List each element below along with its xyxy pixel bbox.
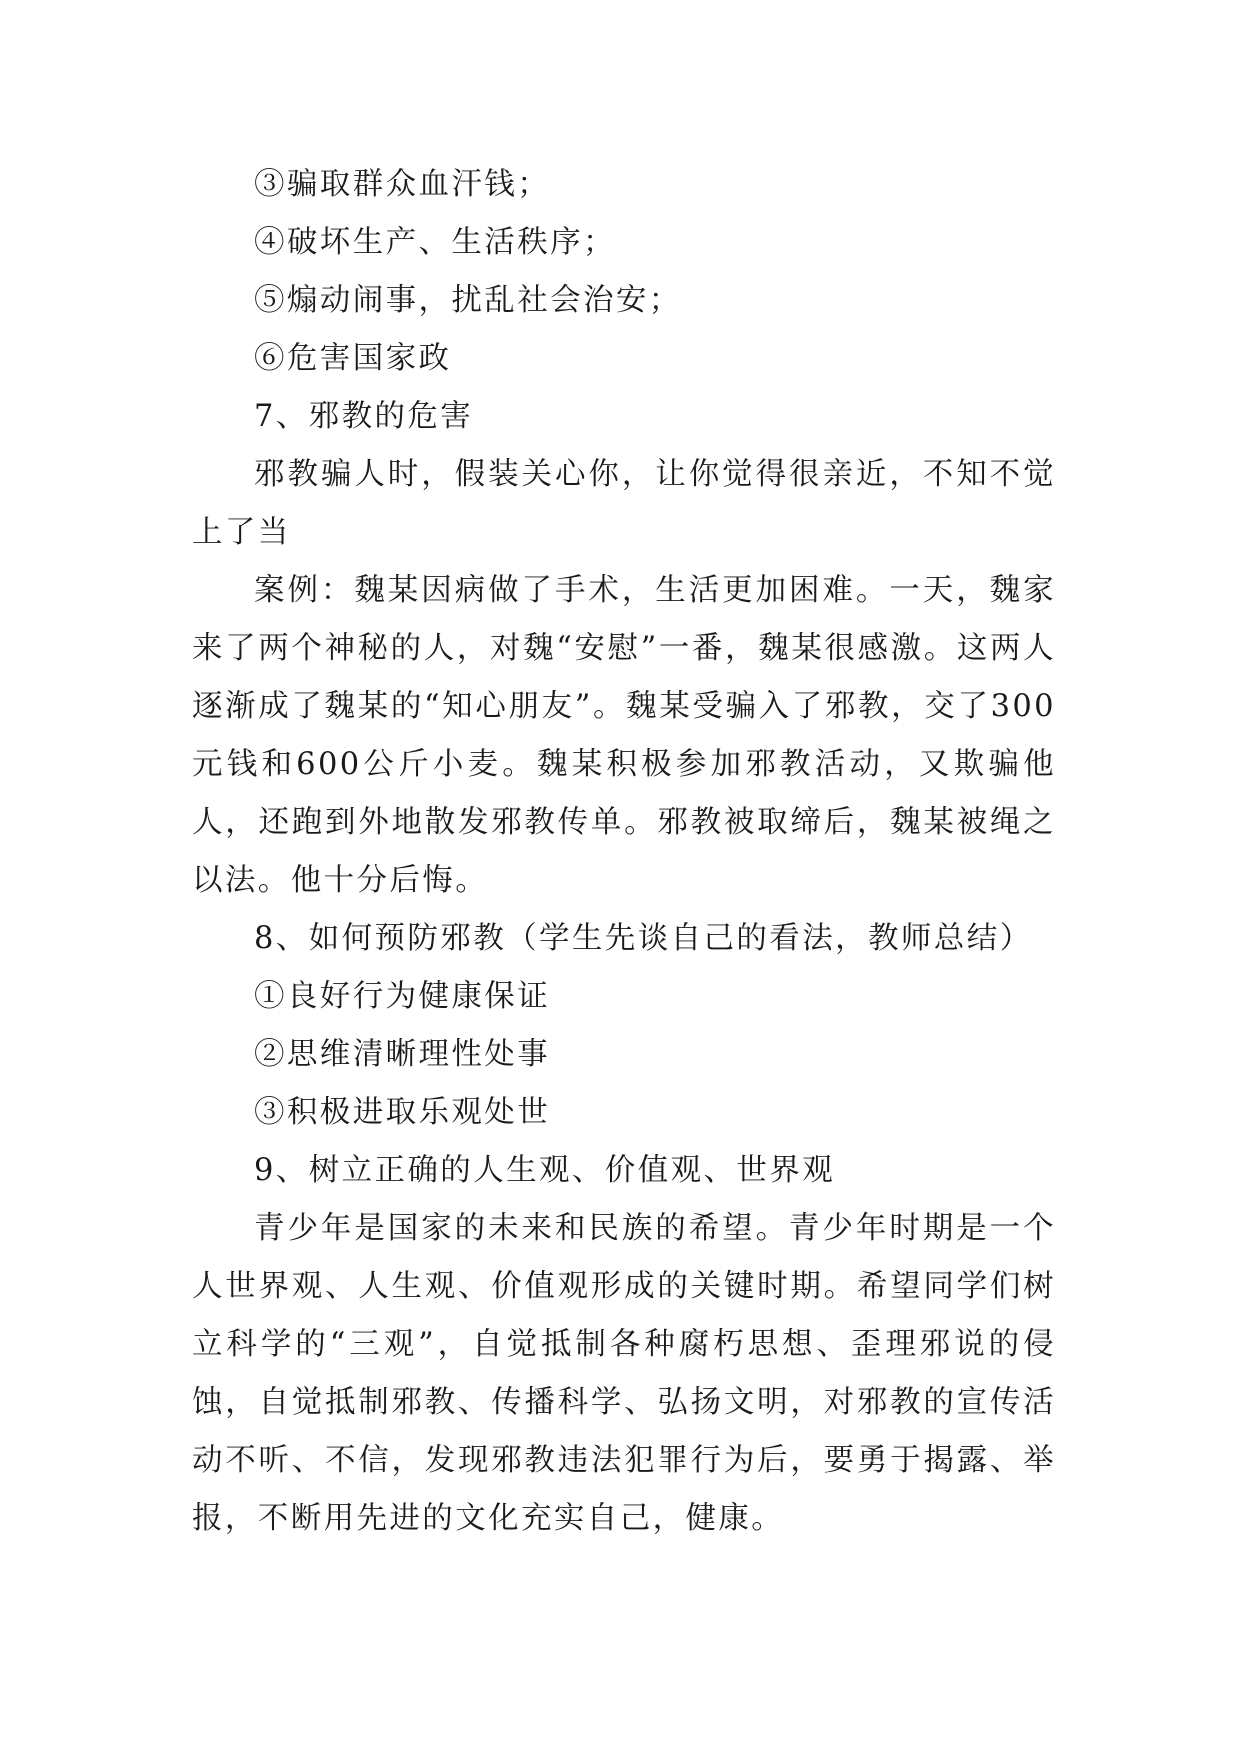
section-heading-7: 7、邪教的危害 [254, 399, 474, 434]
list-item-6: ⑥危害国家政 [254, 341, 452, 376]
list-item-3: ③骗取群众血汗钱； [254, 167, 551, 202]
document-body [192, 156, 1056, 1548]
section-heading-9: 9、树立正确的人生观、价值观、世界观 [254, 1153, 836, 1188]
prevention-item-2: ②思维清晰理性处事 [254, 1037, 551, 1072]
list-item-4: ④破坏生产、生活秩序； [254, 225, 616, 260]
prevention-item-3: ③积极进取乐观处世 [254, 1095, 551, 1130]
paragraph-case: 案例：魏某因病做了手术，生活更加困难。一天，魏家来了两个神秘的人，对魏“安慰”一番，魏某很感激。这两人逐渐成了魏某的“知心朋友”。魏某受骗入了邪教，交了300元钱和600公斤小麦。魏某积极参加邪教活动，又欺骗他人，还跑到外地散发邪教传单。邪教被取缔后，魏某被绳之以法。他十分后悔。 [192, 573, 1056, 898]
paragraph-youth: 青少年是国家的未来和民族的希望。青少年时期是一个人世界观、人生观、价值观形成的关键时期。希望同学们树立科学的“三观”，自觉抵制各种腐朽思想、歪理邪说的侵蚀，自觉抵制邪教、传播科学、弘扬文明，对邪教的宣传活动不听、不信，发现邪教违法犯罪行为后，要勇于揭露、举报，不断用先进的文化充实自己，健康。 [192, 1211, 1056, 1536]
prevention-item-1: ①良好行为健康保证 [254, 979, 551, 1014]
section-heading-8: 8、如何预防邪教（学生先谈自己的看法，教师总结） [254, 921, 1033, 956]
paragraph-deception: 邪教骗人时，假装关心你，让你觉得很亲近，不知不觉上了当 [192, 457, 1056, 550]
list-item-5: ⑤煽动闹事，扰乱社会治安； [254, 283, 682, 318]
